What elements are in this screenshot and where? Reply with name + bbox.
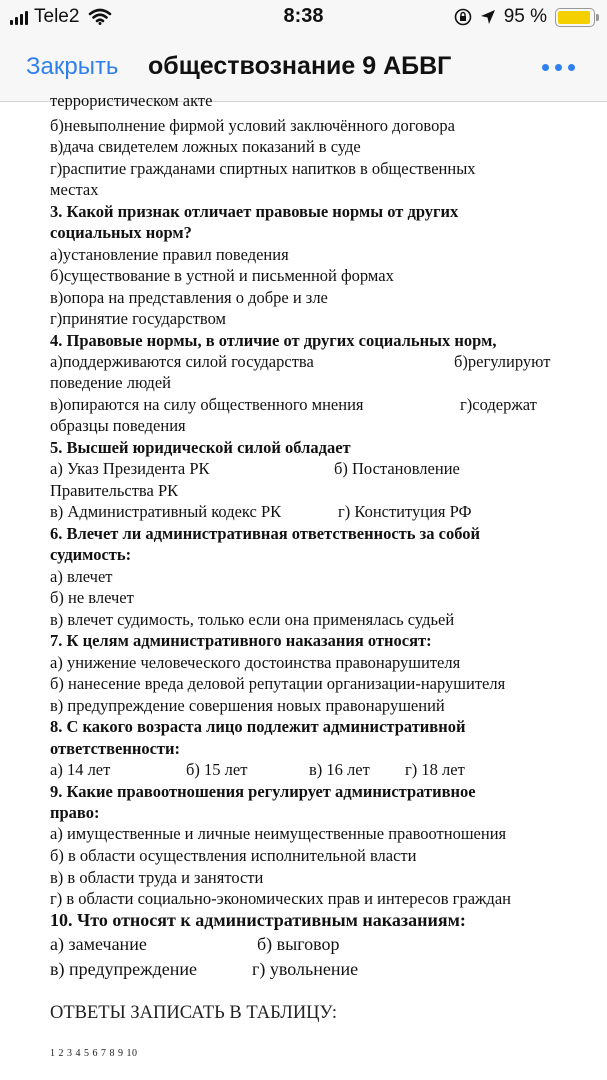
answer-option: в)опираются на силу общественного мнения (50, 395, 364, 414)
answer-option: а)поддерживаются силой государства (50, 352, 314, 371)
answer-option: б)регулируют (454, 352, 551, 371)
answer-option: а) влечет (50, 567, 113, 586)
answer-option: б)невыполнение фирмой условий заключённого договора (50, 116, 455, 135)
status-time: 8:38 (283, 5, 324, 27)
answer-option: в)опора на представления о добре и зле (50, 288, 328, 307)
answer-option: б) выговор (257, 934, 340, 954)
answer-option: а)установление правил поведения (50, 245, 289, 264)
close-button[interactable]: Закрыть (26, 53, 119, 80)
answer-option: б) в области осуществления исполнительной власти (50, 846, 417, 865)
answer-option: в) Административный кодекс РК (50, 502, 282, 521)
answer-option: г)содержат (460, 395, 537, 414)
answer-option: в) 16 лет (309, 760, 370, 779)
answer-option: а) 14 лет (50, 760, 111, 779)
question-title: ответственности: (50, 739, 181, 758)
carrier-name: Tele2 (34, 6, 80, 27)
orientation-lock-icon (454, 8, 472, 26)
answer-option: а) унижение человеческого достоинства правонарушителя (50, 653, 461, 672)
answer-option: в)дача свидетелем ложных показаний в суде (50, 137, 361, 156)
answer-option: г) Конституция РФ (338, 502, 472, 521)
battery-percent: 95 % (503, 6, 547, 27)
answer-option: б) Постановление (334, 459, 460, 478)
answer-option: в) в области труда и занятости (50, 868, 264, 887)
answer-option: образцы поведения (50, 416, 186, 435)
answers-table-numbers: 1 2 3 4 5 6 7 8 9 10 (50, 1048, 138, 1059)
location-icon (480, 9, 496, 25)
question-title: 8. С какого возраста лицо подлежит административной (50, 717, 466, 736)
question-title: социальных норм? (50, 223, 192, 242)
answer-option: б) не влечет (50, 588, 134, 607)
answer-option: г)распитие гражданами спиртных напитков в общественных (50, 159, 476, 178)
answer-option: г)принятие государством (50, 309, 226, 328)
question-title: 6. Влечет ли административная ответственность за собой (50, 524, 480, 543)
document-viewer[interactable] (0, 91, 607, 1080)
answer-option: г) увольнение (252, 959, 359, 979)
answers-heading: ОТВЕТЫ ЗАПИСАТЬ В ТАБЛИЦУ: (50, 1003, 338, 1023)
answer-option: поведение людей (50, 373, 171, 392)
document-title: обществознание 9 АБВГ (148, 52, 452, 80)
answer-option: а) Указ Президента РК (50, 459, 210, 478)
ellipsis-icon[interactable] (542, 64, 575, 71)
status-right (454, 6, 595, 28)
answer-option: в) влечет судимость, только если она применялась судьей (50, 610, 455, 629)
answer-option: а) замечание (50, 934, 147, 954)
answer-option: в) предупреждение совершения новых правонарушений (50, 696, 445, 715)
question-title: 5. Высшей юридической силой обладает (50, 438, 351, 457)
answer-option: б) 15 лет (186, 760, 248, 779)
answer-option: Правительства РК (50, 481, 179, 500)
answer-option: г) 18 лет (405, 760, 465, 779)
question-title: судимость: (50, 545, 132, 564)
answer-option: б) нанесение вреда деловой репутации организации-нарушителя (50, 674, 506, 693)
answer-option: а) имущественные и личные неимущественные правоотношения (50, 824, 507, 843)
question-title: 9. Какие правоотношения регулирует административное (50, 782, 476, 801)
answer-option: г) в области социально-экономических прав и интересов граждан (50, 889, 511, 908)
answer-option: б)существование в устной и письменной формах (50, 266, 394, 285)
question-title: 3. Какой признак отличает правовые нормы от других (50, 202, 459, 221)
battery-cap (596, 14, 599, 21)
text-line: террористическом акте (50, 91, 213, 110)
battery-fill (558, 11, 590, 24)
answer-option: в) предупреждение (50, 959, 197, 979)
question-title: 7. К целям административного наказания относят: (50, 631, 432, 650)
question-title: 4. Правовые нормы, в отличие от других социальных норм, (50, 331, 497, 350)
question-title: право: (50, 803, 100, 822)
battery-icon (555, 8, 595, 27)
question-title: 10. Что относят к административным наказаниям: (50, 910, 466, 930)
answer-option: местах (50, 180, 99, 199)
status-bar (0, 0, 607, 36)
